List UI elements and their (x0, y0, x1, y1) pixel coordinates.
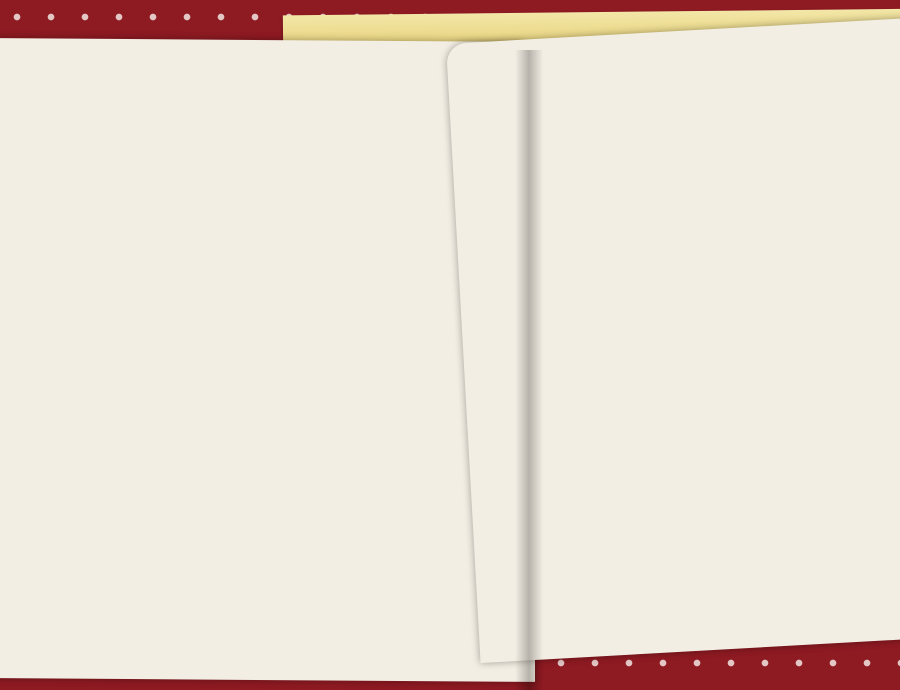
open-catalog-book (0, 40, 900, 675)
book-gutter (515, 50, 543, 690)
